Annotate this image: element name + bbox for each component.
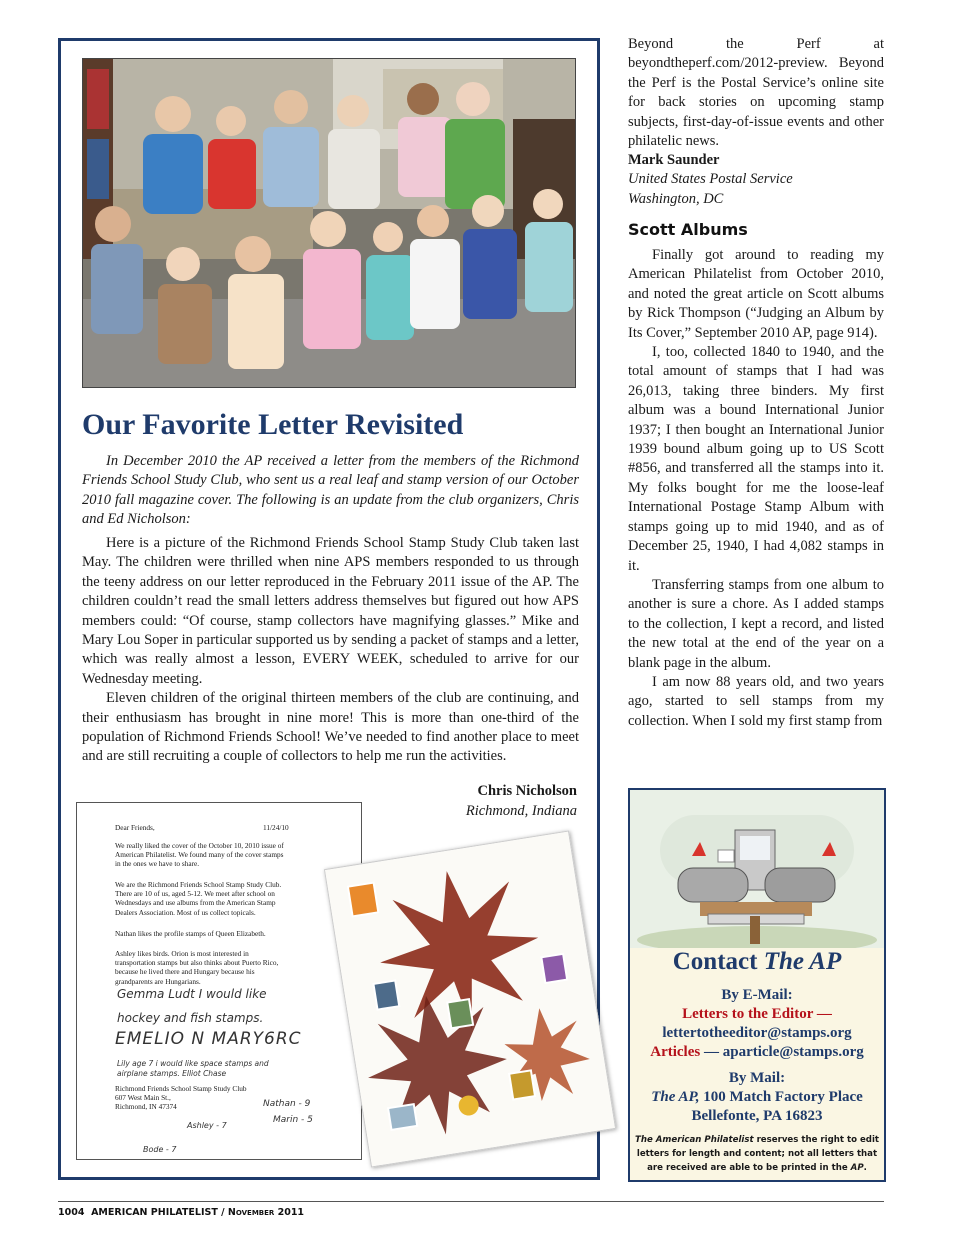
signature-name: Chris Nicholson [477,783,577,799]
footer-rule [58,1201,884,1202]
article-paragraph-2: Eleven children of the original thirteen members of the club are continuing, and their enthusiasm has brought in nine more! This is more than one-third of the population of Richmond Friends School! We’ve needed to find another place to meet and are still recruiting a couple of collectors to help me run the activities. [82,690,579,765]
ad-letters-email[interactable]: lettertotheeditor@stamps.org [662,1025,852,1041]
ad-email-heading: By E-Mail: [721,987,793,1003]
ad-mail-heading: By Mail: [728,1070,786,1086]
scott-paragraph-2: I, too, collected 1840 to 1940, and the total amount of stamps that I had was 26,013, taking three binders. My first album was a bound International Junior 1937; I then bought an International Junior 1939 bound album going up to US Scott #856, and transferred all the stamps into it. My folks bought for me the loose-leaf International Postage Stamp Album with stamps going up to mid 1940, and as of December 25, 1940, I had 4,082 stamps in it. [628,344,884,574]
right-signature-name: Mark Saunder [628,152,720,168]
handwriting-line-4: Lily age 7 i would like space stamps and [117,1059,269,1068]
right-signature-org: United States Postal Service [628,171,793,188]
handwriting-line-2: hockey and fish stamps. [117,1011,264,1025]
letter-para-1: We really liked the cover of the October 10, 2010 issue of American Philatelist. We found many of the cover stamps in the ones we have to share. [115,841,284,869]
page-footer: 1004 AMERICAN PHILATELIST / November 2011 [58,1207,305,1218]
section-heading-scott-albums: Scott Albums [628,220,748,239]
signature-place: Richmond, Indiana [465,802,577,819]
letter-address: Richmond Friends School Stamp Study Club 607 West Main St., Richmond, IN 47374 [115,1084,247,1112]
scott-paragraph-3: Transferring stamps from one album to another is sure a chore. As I added stamps to the collection, I kept a record, and listed the new total at the end of the year on a blank page in the album. [628,576,884,671]
handwriting-line-5: airplane stamps. Elliot Chase [117,1069,227,1078]
letter-date: 11/24/10 [263,823,289,832]
handwriting-marin: Marin - 5 [273,1115,313,1125]
ad-articles-label: Articles [650,1044,701,1060]
ad-articles-line [630,1044,884,1061]
letter-para-3: Nathan likes the profile stamps of Queen Elizabeth. [115,929,266,938]
article-paragraph-1: Here is a picture of the Richmond Friends School Stamp Study Club taken last May. The children were thrilled when nine APS members responded to us through the teeny address on our letter reproduced in the February 2011 issue of the AP. The children couldn’t read the small letters address themselves but figured out how APS members could: “Of course, stamp collectors have magnifying glasses.” Mike and Mary Lou Soper in particular supported us by sending a packet of stamps and a letter, which was really almost a lesson, EVERY WEEK, scheduled to arrive for our Wednesday meeting. [82,535,579,687]
letter-para-2: We are the Richmond Friends School Stamp Study Club. There are 10 of us, aged 5-12. We meet after school on Wednesdays and use albums from the American Stamp Dealers Association. Most of us collect topicals. [115,880,282,917]
article-title: Our Favorite Letter Revisited [82,408,464,441]
right-signature [628,151,884,209]
right-top-paragraph: Beyond the Perf at beyondtheperf.com/2012-preview. Beyond the Perf is the Postal Service’s online site for back stories on upcoming stamp subjects, first-day-of-issue events and other philatelic news. [628,36,884,150]
ad-articles-email[interactable]: — aparticle@stamps.org [700,1044,864,1060]
ad-letters-label: Letters to the Editor — [682,1006,832,1022]
ad-mail-line-2: Bellefonte, PA 16823 [691,1108,823,1124]
scott-paragraph-1: Finally got around to reading my American Philatelist from October 2010, and noted the great article on Scott albums by Rick Thompson (“Judging an Album by Its Cover,” September 2010 AP, page 914). [628,247,884,341]
contact-the-ap-box [628,788,886,1182]
leaves-and-stamps-image [324,830,616,1167]
letter-para-4: Ashley likes birds. Orion is most interested in transportation stamps but also thinks about Puerto Rico, because he lived there and Hungary because his grandparents are Hungarians. [115,949,279,986]
scott-albums-body [628,246,884,731]
club-group-photo [82,58,576,388]
mailbox-computer-illustration [630,790,884,948]
article-signature [380,782,577,821]
ad-title: Contact The AP [672,948,842,975]
scott-paragraph-4: I am now 88 years old, and two years ago, started to sell stamps from my collection. When I sold my first stamp from [628,673,884,729]
handwriting-line-3: EMELIO N MARY6RC [115,1029,302,1049]
page-number: 1004 [58,1207,85,1218]
ad-mail-line-1: The AP, 100 Match Factory Place [651,1089,863,1105]
magazine-name: AMERICAN PHILATELIST [91,1207,218,1218]
handwriting-nathan: Nathan - 9 [263,1099,311,1109]
handwriting-line-1: Gemma Ludt I would like [117,987,267,1001]
handwriting-ashley: Ashley - 7 [187,1121,227,1130]
letter-greeting: Dear Friends, [115,823,155,832]
ad-disclaimer: The American Philatelist reserves the right to edit letters for length and content; not all letters that are received are able to be printed in the AP. [634,1135,879,1173]
article-body [82,534,579,767]
issue-date: November 2011 [227,1207,305,1218]
handwriting-bode: Bode - 7 [143,1145,177,1154]
article-intro: In December 2010 the AP received a letter from the members of the Richmond Friends School Study Club, who sent us a real leaf and stamp version of our October 2010 fall magazine cover. The following is an update from the club organizers, Chris and Ed Nicholson: [82,453,579,528]
club-letter-image [76,802,362,1160]
right-signature-place: Washington, DC [628,190,724,207]
